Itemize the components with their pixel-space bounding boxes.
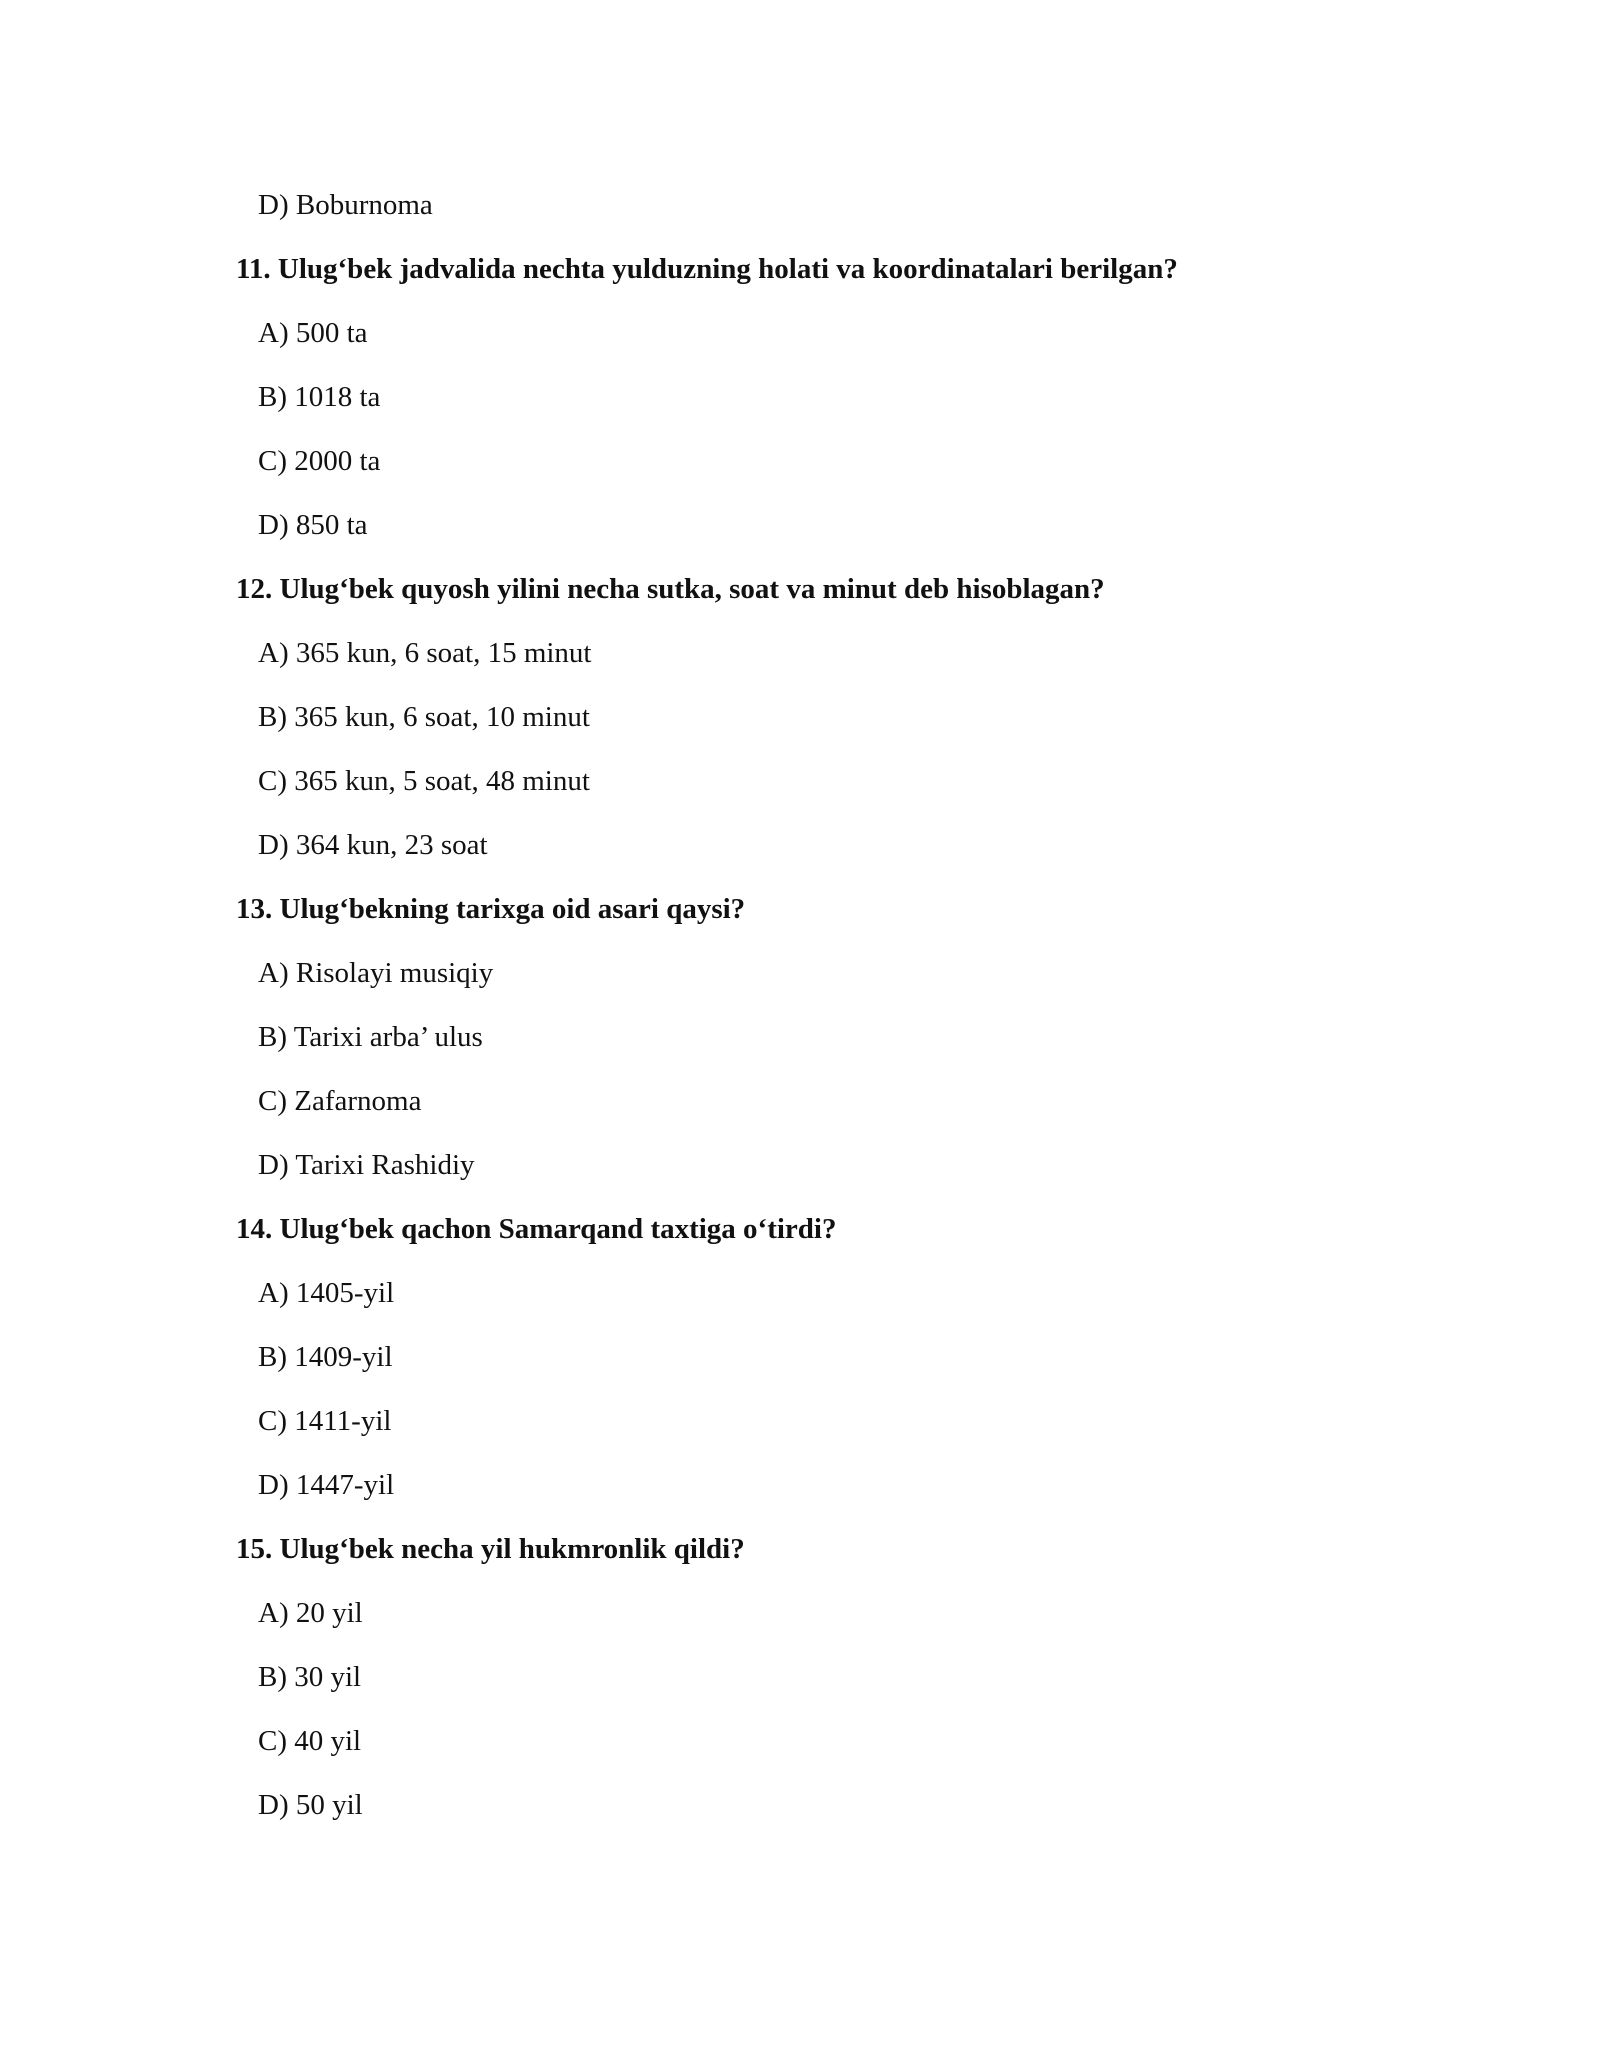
question-13-option-c: C) Zafarnoma xyxy=(258,1085,422,1117)
question-12-option-d: D) 364 kun, 23 soat xyxy=(258,829,488,861)
question-11-option-b: B) 1018 ta xyxy=(258,381,381,413)
question-15-option-a: A) 20 yil xyxy=(258,1597,363,1629)
question-13-option-b: B) Tarixi arba’ ulus xyxy=(258,1021,483,1053)
question-12-option-c: C) 365 kun, 5 soat, 48 minut xyxy=(258,765,590,797)
question-14-option-c: C) 1411-yil xyxy=(258,1405,392,1437)
question-15-option-d: D) 50 yil xyxy=(258,1789,363,1821)
question-14-text: 14. Ulug‘bek qachon Samarqand taxtiga o‘tirdi? xyxy=(236,1213,837,1245)
question-12-text: 12. Ulug‘bek quyosh yilini necha sutka, soat va minut deb hisoblagan? xyxy=(236,573,1105,605)
question-11-option-d: D) 850 ta xyxy=(258,509,368,541)
question-11-text: 11. Ulug‘bek jadvalida nechta yulduzning holati va koordinatalari berilgan? xyxy=(236,253,1178,285)
question-13-text: 13. Ulug‘bekning tarixga oid asari qaysi? xyxy=(236,893,746,925)
question-15-option-c: C) 40 yil xyxy=(258,1725,362,1757)
question-13-option-d: D) Tarixi Rashidiy xyxy=(258,1149,475,1181)
question-13-option-a: A) Risolayi musiqiy xyxy=(258,957,494,989)
question-14-option-b: B) 1409-yil xyxy=(258,1341,393,1373)
previous-question-option-d: D) Boburnoma xyxy=(258,189,433,221)
question-12-option-b: B) 365 kun, 6 soat, 10 minut xyxy=(258,701,590,733)
question-11-option-c: C) 2000 ta xyxy=(258,445,381,477)
question-12-option-a: A) 365 kun, 6 soat, 15 minut xyxy=(258,637,592,669)
question-14-option-d: D) 1447-yil xyxy=(258,1469,395,1501)
question-15-option-b: B) 30 yil xyxy=(258,1661,362,1693)
question-11-option-a: A) 500 ta xyxy=(258,317,368,349)
question-15-text: 15. Ulug‘bek necha yil hukmronlik qildi? xyxy=(236,1533,745,1565)
question-14-option-a: A) 1405-yil xyxy=(258,1277,395,1309)
